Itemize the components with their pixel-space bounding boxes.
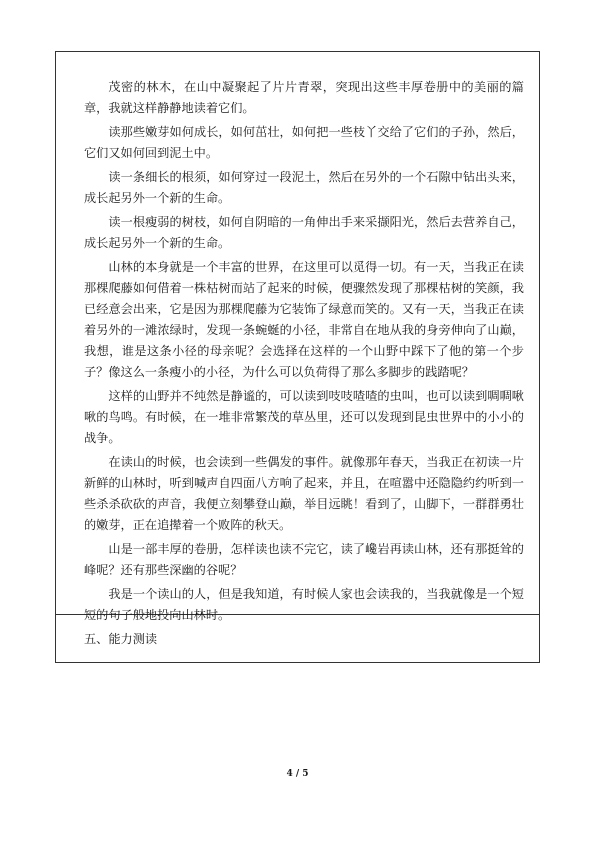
paragraph: 读那些嫩芽如何成长，如何茁壮，如何把一些枝丫交给了它们的子孙，然后，它们又如何回到泥土中。 (84, 125, 524, 160)
paragraph: 在读山的时候，也会读到一些偶发的事件。就像那年春天，当我正在初读一片新鲜的山林时，听到喊声自四面八方响了起来，并且，在喧嚣中还隐隐约约听到一些杀杀砍砍的声音，我便立刻攀登山巅，举目远眺！看到了，山脚下，一群群勇壮的嫩芽，正在追撵着一个败阵的秋天。 (84, 455, 524, 532)
reading-passage-cell (56, 52, 539, 622)
paragraph: 我是一个读山的人，但是我知道，有时候人家也会读我的，当我就像是一个短短的句子般地投向山林时。 (84, 587, 524, 622)
page-number: 4 / 5 (286, 769, 309, 779)
section-title: 五、能力测读 (84, 632, 158, 646)
paragraph: 山林的本身就是一个丰富的世界，在这里可以觅得一切。有一天，当我正在读那棵爬藤如何借着一株枯树而站了起来的时候，便骤然发现了那棵枯树的笑颜，我已经意会出来，它是因为那棵爬藤为它装饰了绿意而笑的。又有一天，当我正在读着另外的一滩浓绿时，发现一条蜿蜒的小径，非常自在地从我的身旁伸向了山巅，我想，谁是这条小径的母亲呢？会选择在这样的一个山野中踩下了他的第一个步子？像这么一条瘦小的小径，为什么可以负荷得了那么多脚步的践踏呢？ (84, 260, 524, 379)
content-table (55, 51, 540, 663)
paragraph: 这样的山野并不纯然是静谧的，可以读到吱吱喳喳的虫叫，也可以读到啁啁啾啾的鸟鸣。有时候，在一堆非常繁茂的草丛里，还可以发现到昆虫世界中的小小的战争。 (84, 389, 524, 445)
paragraph: 山是一部丰厚的卷册，怎样读也读不完它，读了巉岩再读山林，还有那挺耸的峰呢？还有那些深幽的谷呢？ (84, 542, 524, 577)
paragraph: 读一条细长的根须，如何穿过一段泥土，然后在另外的一个石隙中钻出头来，成长起另外一个新的生命。 (84, 170, 524, 205)
reading-passage (84, 77, 524, 626)
paragraph: 读一根瘦弱的树枝，如何自阴暗的一角伸出手来采撷阳光，然后去营养自己，成长起另外一个新的生命。 (84, 215, 524, 250)
paragraph: 茂密的林木，在山中凝聚起了片片青翠，突现出这些丰厚卷册中的美丽的篇章，我就这样静静地读着它们。 (84, 80, 524, 115)
